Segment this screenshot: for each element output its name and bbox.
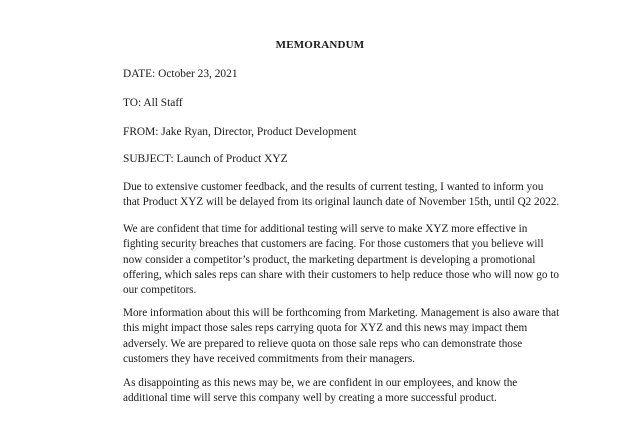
paragraph-line: additional time will serve this company well by creating a more successful product. bbox=[123, 392, 497, 405]
paragraph-line: fighting security breaches that customers are facing. For those customers that you believe will bbox=[123, 238, 544, 251]
memo-paragraph-1 bbox=[123, 180, 560, 211]
paragraph-line: More information about this will be forthcoming from Marketing. Management is also aware that bbox=[123, 307, 560, 319]
paragraph-line: offering, which sales reps can share with their customers to help reduce those who will now go to bbox=[123, 268, 559, 281]
memo-to: TO: All Staff bbox=[123, 97, 183, 109]
memo-from: FROM: Jake Ryan, Director, Product Development bbox=[123, 126, 357, 138]
paragraph-line: customers they have received commitments from their managers. bbox=[123, 352, 416, 365]
paragraph-line: our competitors. bbox=[123, 284, 197, 297]
paragraph-line: now consider a competitor’s product, the marketing department is developing a promotional bbox=[123, 253, 536, 266]
paragraph-line: As disappointing as this news may be, we are confident in our employees, and know the bbox=[123, 377, 518, 389]
memo-date: DATE: October 23, 2021 bbox=[123, 68, 238, 80]
paragraph-line: We are confident that time for additional testing will serve to make XYZ more effective in bbox=[123, 223, 528, 235]
paragraph-line: Due to extensive customer feedback, and the results of current testing, I wanted to inform you bbox=[123, 181, 544, 193]
paragraph-line: this might impact those sales reps carrying quota for XYZ and this news may impact them bbox=[123, 322, 528, 335]
paragraph-line: adversely. We are prepared to relieve quota on those sale reps who can demonstrate those bbox=[123, 337, 523, 350]
memo-title: MEMORANDUM bbox=[275, 39, 365, 51]
memo-paragraph-2 bbox=[123, 222, 559, 298]
memo-paragraph-4 bbox=[123, 376, 523, 407]
memo-subject: SUBJECT: Launch of Product XYZ bbox=[123, 153, 288, 165]
memo-paragraph-3 bbox=[123, 306, 560, 367]
paragraph-line: that Product XYZ will be delayed from its original launch date of November 15th, until Q2 2022. bbox=[123, 196, 560, 209]
